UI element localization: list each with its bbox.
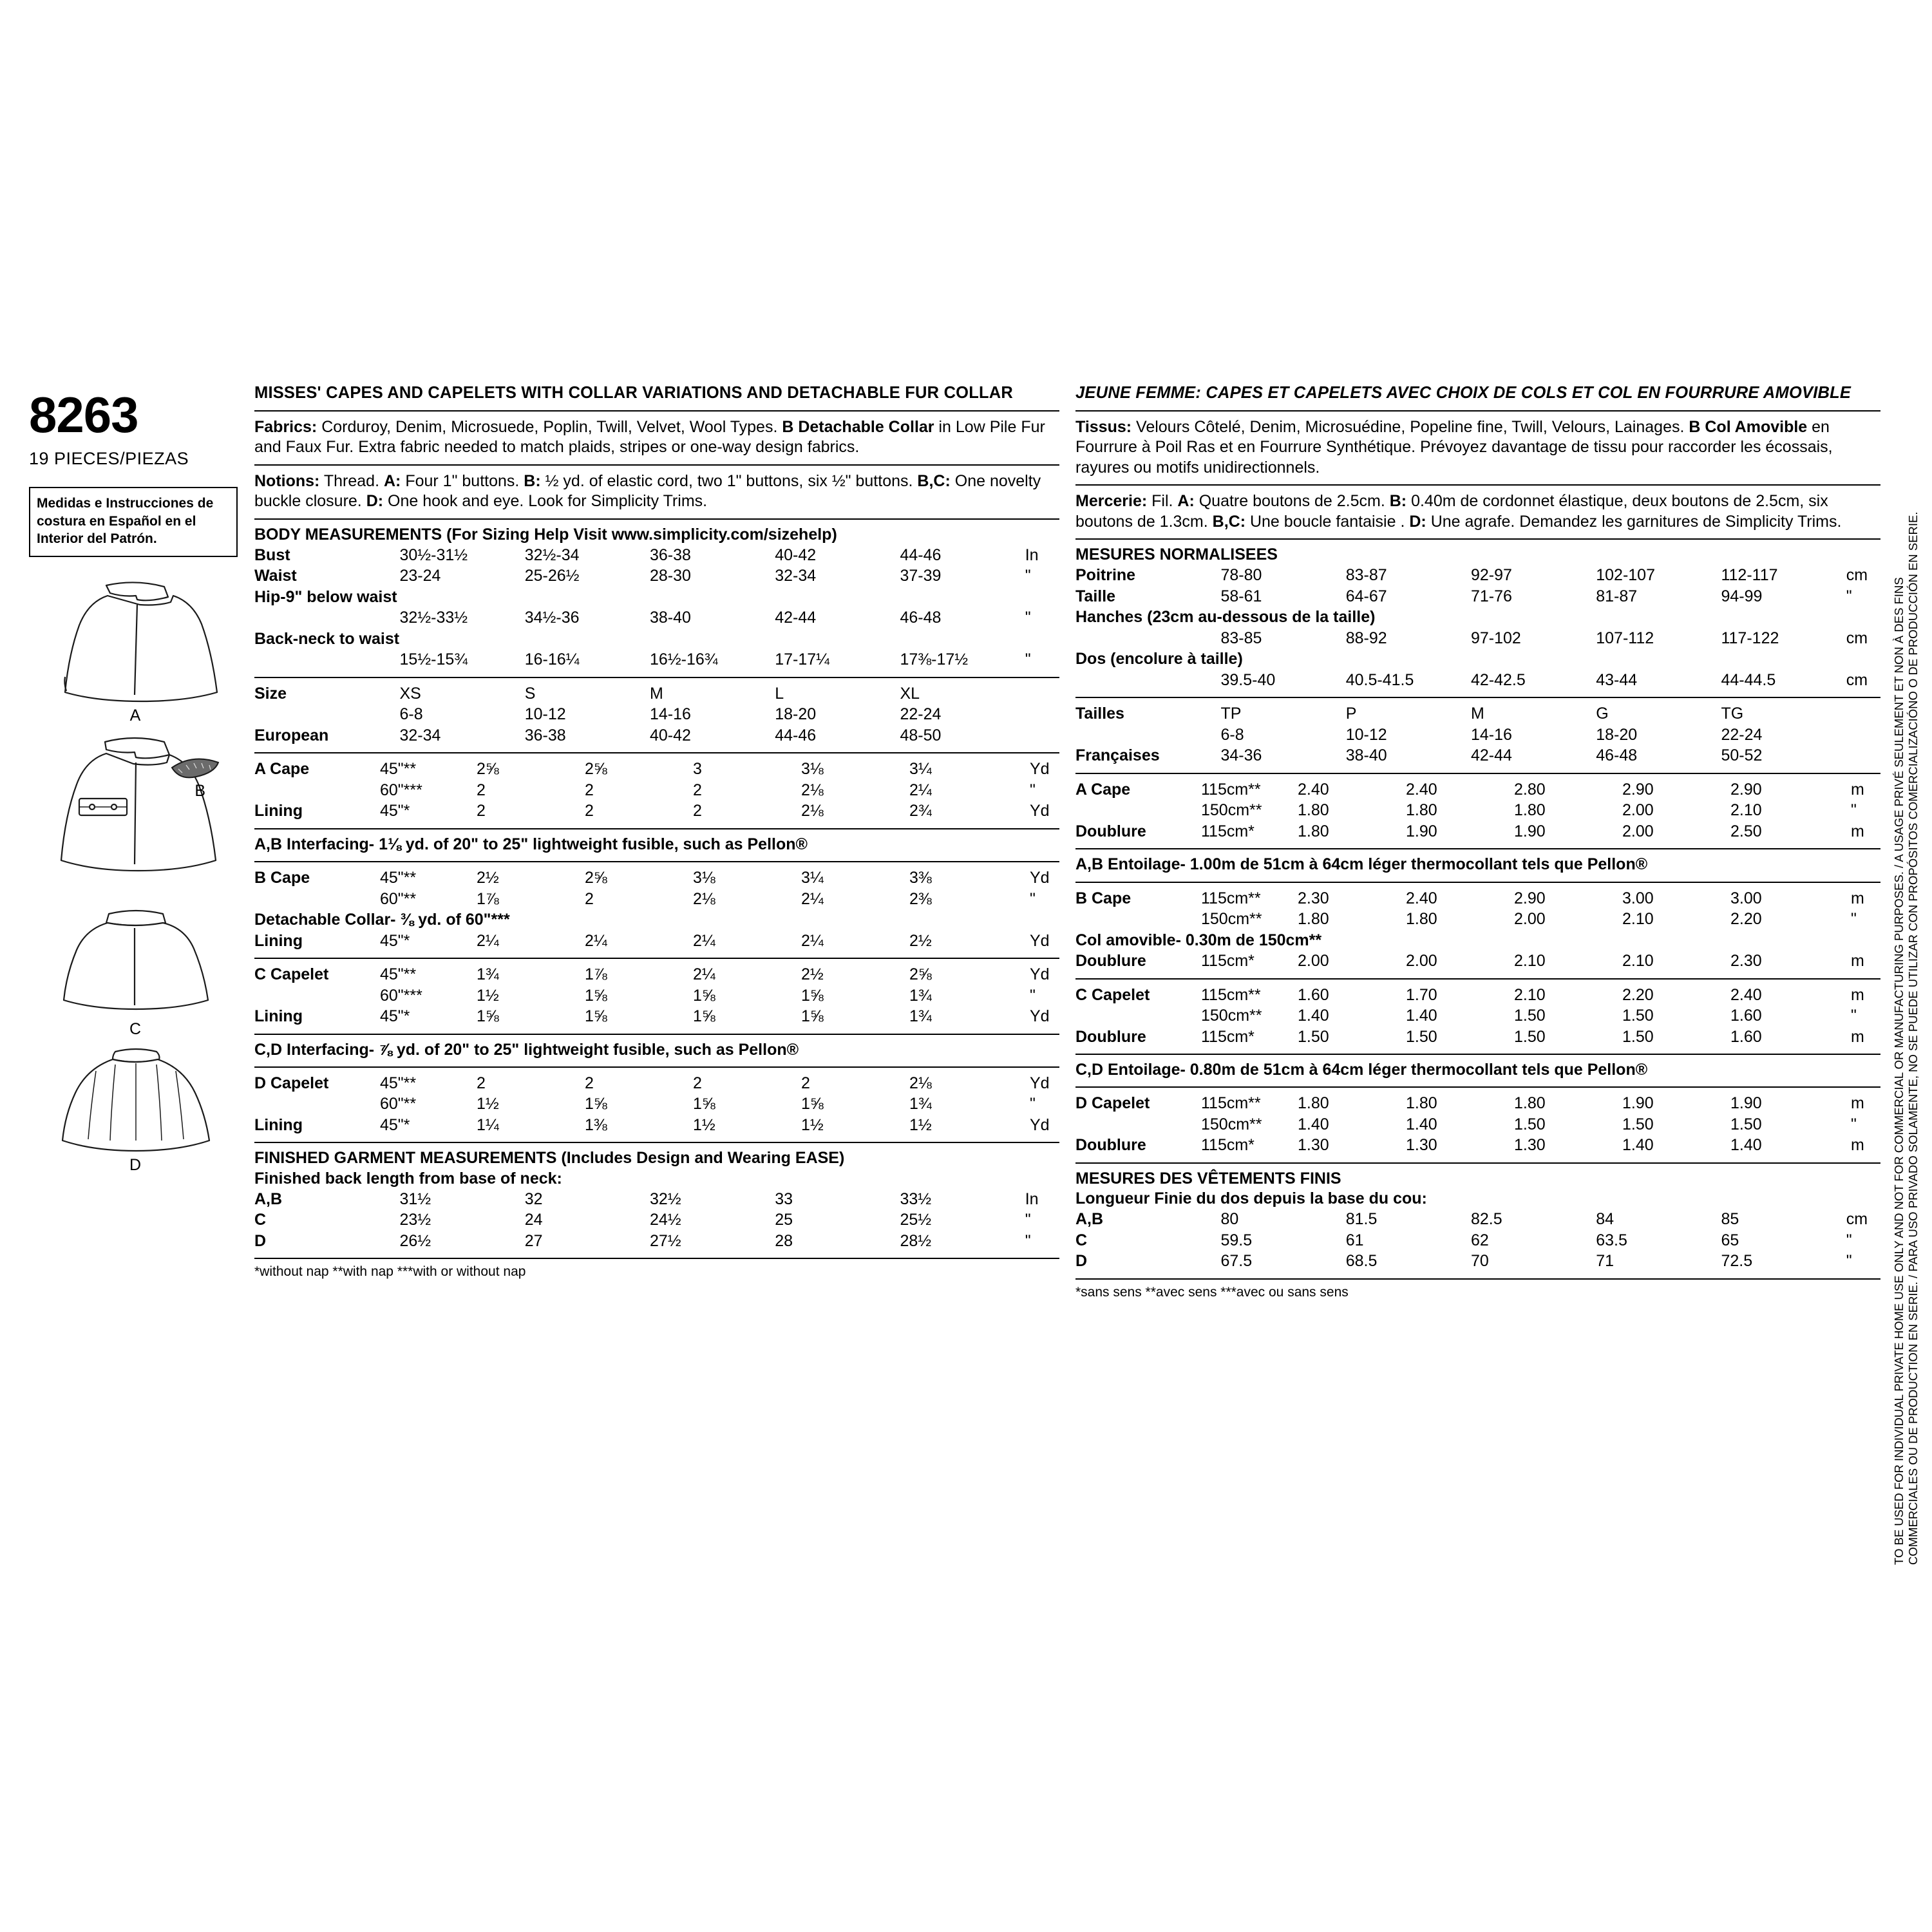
- table-row: C Capelet 115cm** 1.60 1.70 2.10 2.20 2.40 m: [1075, 985, 1864, 1004]
- fr-size-table: [1075, 703, 1880, 766]
- table-row: 150cm** 1.80 1.80 1.80 2.00 2.10 ": [1201, 801, 1857, 820]
- table-row: A Cape 45"** 2⅝ 2⅝ 3 3⅛ 3¼ Yd: [254, 760, 1050, 779]
- divider: [1075, 978, 1880, 980]
- divider: [254, 958, 1059, 959]
- en-interfacing-cd: C,D Interfacing- ⅞ yd. of 20" to 25" lightweight fusible, such as Pellon®: [254, 1040, 799, 1059]
- table-row: C 23½ 24 24½ 25 25½ ": [254, 1211, 1031, 1229]
- table-row: D Capelet 45"** 2 2 2 2 2⅛ Yd: [254, 1074, 1050, 1092]
- en-yardage-c: [254, 964, 1059, 1027]
- legal-line-1: TO BE USED FOR INDIVIDUAL PRIVATE HOME USE ONLY AND NOT FOR COMMERCIAL OR MANUFACTURING PURPOSES. / A USAGE PRIVÉ SEULEMENT ET NON À DES FINS: [1892, 577, 1906, 1565]
- table-row: 150cm** 1.80 1.80 2.00 2.10 2.20 ": [1201, 910, 1857, 929]
- en-fabrics-bold2: B Detachable Collar: [782, 417, 934, 436]
- fr-fabrics: [1075, 417, 1880, 478]
- fr-body-measurements-table: [1075, 565, 1880, 690]
- fr-yardage-d: [1075, 1093, 1880, 1156]
- fr-title: JEUNE FEMME: CAPES ET CAPELETS AVEC CHOIX DE COLS ET COL EN FOURRURE AMOVIBLE: [1075, 384, 1852, 402]
- divider: [1075, 882, 1880, 883]
- fr-interfacing-ab: A,B Entoilage- 1.00m de 51cm à 64cm léger thermocollant tels que Pellon®: [1075, 855, 1648, 874]
- sketch-label-d: D: [129, 1156, 142, 1175]
- divider: [1075, 484, 1880, 486]
- fr-notions-d: D:: [1409, 512, 1426, 531]
- sketch-view-c: [29, 906, 242, 1039]
- table-row: Dos (encolure à taille): [1075, 650, 1243, 668]
- table-row: Lining 45"* 2 2 2 2⅛ 2¾ Yd: [254, 802, 1050, 820]
- table-row: Lining 45"* 1⅝ 1⅝ 1⅝ 1⅝ 1¾ Yd: [254, 1007, 1050, 1026]
- garment-sketches: [29, 576, 242, 1175]
- table-row: Lining 45"* 2¼ 2¼ 2¼ 2¼ 2½ Yd: [254, 931, 1050, 950]
- table-row: 6-8 10-12 14-16 18-20 22-24: [1220, 725, 1763, 744]
- english-panel: [254, 383, 1059, 1280]
- divider: [1075, 773, 1880, 774]
- table-row: 60"** 1½ 1⅝ 1⅝ 1⅝ 1¾ ": [380, 1095, 1036, 1113]
- en-finished-table: [254, 1189, 1059, 1252]
- divider: [254, 752, 1059, 753]
- divider: [254, 677, 1059, 678]
- table-row: 39.5-40 40.5-41.5 42-42.5 43-44 44-44.5 cm: [1220, 670, 1868, 689]
- fr-notions-b: B:: [1389, 492, 1407, 511]
- en-notions-bc-text: One novelty buckle closure.: [254, 471, 1041, 511]
- fr-finished-title: MESURES DES VÊTEMENTS FINIS: [1075, 1169, 1341, 1188]
- cape-b-illustration: [29, 732, 242, 880]
- fr-fabrics-bold2: B Col Amovible: [1689, 417, 1808, 436]
- table-row: D Capelet 115cm** 1.80 1.80 1.80 1.90 1.90 m: [1075, 1094, 1864, 1113]
- en-notions-a: A:: [383, 471, 401, 490]
- table-row: 15½-15¾ 16-16¼ 16½-16¾ 17-17¼ 17⅜-17½ ": [399, 650, 1031, 669]
- divider: [254, 410, 1059, 412]
- fr-notions-a-text: Quatre boutons de 2.5cm.: [1194, 492, 1390, 511]
- fr-notions-text: Fil.: [1147, 492, 1178, 511]
- table-row: Doublure 115cm* 1.50 1.50 1.50 1.50 1.60 m: [1075, 1027, 1864, 1046]
- en-yardage-d: [254, 1073, 1059, 1136]
- divider: [254, 1034, 1059, 1035]
- fr-yardage-a: [1075, 779, 1880, 842]
- en-notions-label: Notions:: [254, 471, 320, 490]
- left-column: [29, 386, 242, 1181]
- table-row: 32½-33½ 34½-36 38-40 42-44 46-48 ": [399, 609, 1031, 627]
- fr-interfacing-cd: C,D Entoilage- 0.80m de 51cm à 64cm léger thermocollant tels que Pellon®: [1075, 1061, 1648, 1079]
- table-row: Col amovible- 0.30m de 150cm**: [1075, 931, 1322, 949]
- divider: [254, 1066, 1059, 1068]
- divider: [254, 1258, 1059, 1259]
- capelet-d-illustration: [29, 1045, 242, 1155]
- en-notions-d-text: One hook and eye. Look for Simplicity Trims.: [383, 492, 708, 511]
- en-notions-a-text: Four 1" buttons.: [401, 471, 524, 490]
- fr-finished-table: [1075, 1209, 1880, 1272]
- en-yardage-b: [254, 867, 1059, 951]
- sketch-view-b: [29, 732, 242, 900]
- fr-notions: [1075, 491, 1880, 532]
- legal-notice: [1877, 370, 1920, 1581]
- spanish-instructions-note: Medidas e Instrucciones de costura en Español en el Interior del Patrón.: [29, 487, 238, 557]
- divider: [254, 518, 1059, 520]
- fr-finished-sub: Longueur Finie du dos depuis la base du cou:: [1075, 1189, 1427, 1208]
- en-notions-d: D:: [366, 492, 384, 511]
- divider: [1075, 538, 1880, 540]
- table-row: Size XS S M L XL: [254, 684, 920, 703]
- table-row: Bust 30½-31½ 32½-34 36-38 40-42 44-46 In: [254, 545, 1059, 566]
- en-fabrics-text2: in Low Pile Fur and Faux Fur. Extra fabric needed to match plaids, stripes or one-way design fabrics.: [254, 417, 1045, 457]
- piece-count: 19 PIECES/PIEZAS: [29, 449, 189, 468]
- table-row: 6-8 10-12 14-16 18-20 22-24: [399, 705, 942, 724]
- table-row: Doublure 115cm* 2.00 2.00 2.10 2.10 2.30 m: [1075, 952, 1864, 971]
- table-row: Waist 23-24 25-26½ 28-30 32-34 37-39 ": [254, 567, 1031, 585]
- divider: [254, 1142, 1059, 1143]
- divider: [1075, 697, 1880, 698]
- en-notions-b-text: ½ yd. of elastic cord, two 1" buttons, six ½" buttons.: [540, 471, 918, 490]
- table-row: D 26½ 27 27½ 28 28½ ": [254, 1231, 1031, 1250]
- table-row: A,B 31½ 32 32½ 33 33½ In: [254, 1189, 1039, 1208]
- table-row: C Capelet 45"** 1¾ 1⅞ 2¼ 2½ 2⅝ Yd: [254, 965, 1050, 984]
- table-row: C 59.5 61 62 63.5 65 ": [1075, 1231, 1852, 1249]
- fr-notions-a: A:: [1177, 492, 1195, 511]
- divider: [1075, 1086, 1880, 1088]
- divider: [254, 464, 1059, 466]
- table-row: Poitrine 78-80 83-87 92-97 102-107 112-117 cm: [1075, 566, 1868, 585]
- capelet-c-illustration: [29, 906, 242, 1019]
- table-row: B Cape 45"** 2½ 2⅝ 3⅛ 3¼ 3⅜ Yd: [254, 869, 1050, 887]
- pattern-number: 8263: [29, 386, 138, 443]
- fr-yardage-b: [1075, 888, 1880, 972]
- table-row: 83-85 88-92 97-102 107-112 117-122 cm: [1220, 629, 1868, 647]
- fr-fabrics-text2: en Fourrure à Poil Ras et en Fourrure Synthétique. Prévoyez davantage de tissu pour raccorder les écossais, rayures ou motifs unidirectionnels.: [1075, 417, 1833, 477]
- sketch-view-d: [29, 1045, 242, 1175]
- divider: [1075, 410, 1880, 412]
- fr-notions-b-text: 0.40m de cordonnet élastique, deux boutons de 2.5cm, six boutons de 1.3cm.: [1075, 492, 1828, 531]
- en-fabrics-text: Corduroy, Denim, Microsuede, Poplin, Twill, Velvet, Wool Types.: [317, 417, 782, 436]
- en-notions-b: B:: [524, 471, 541, 490]
- table-row: 60"*** 2 2 2 2⅛ 2¼ ": [380, 781, 1036, 799]
- table-row: D 67.5 68.5 70 71 72.5 ": [1075, 1252, 1852, 1271]
- table-row: Back-neck to waist: [254, 629, 400, 648]
- en-yardage-a: [254, 759, 1059, 822]
- table-row: A,B 80 81.5 82.5 84 85 cm: [1075, 1210, 1868, 1229]
- fr-fabrics-text: Velours Côtelé, Denim, Microsuédine, Popeline fine, Twill, Velours, Lainages.: [1132, 417, 1685, 436]
- table-row: Hanches (23cm au-dessous de la taille): [1075, 608, 1376, 627]
- fr-notions-label: Mercerie:: [1075, 492, 1148, 511]
- divider: [1075, 1162, 1880, 1164]
- sketch-label-a: A: [129, 706, 141, 725]
- divider: [1075, 1278, 1880, 1280]
- en-fabrics-label: Fabrics:: [254, 417, 317, 436]
- sketch-label-c: C: [129, 1020, 142, 1039]
- en-interfacing-ab: A,B Interfacing- 1⅛ yd. of 20" to 25" lightweight fusible, such as Pellon®: [254, 835, 808, 853]
- table-row: European 32-34 36-38 40-42 44-46 48-50: [254, 726, 942, 744]
- table-row: Tailles TP P M G TG: [1075, 705, 1744, 723]
- legal-line-2: COMMERCIALES OU DE PRODUCTION EN SERIE. / PARA USO PRIVADO SOLAMENTE, NO SE PUEDE UTILIZAR CON PROPÓSITOS COMERCIALIZACIÓNO O DE PRODUCCIÓN EN SERIE.: [1906, 511, 1920, 1565]
- divider: [254, 861, 1059, 862]
- table-row: A Cape 115cm** 2.40 2.40 2.80 2.90 2.90 m: [1075, 780, 1864, 799]
- en-footnote: *without nap **with nap ***with or without nap: [254, 1264, 526, 1280]
- sketch-label-b: B: [194, 782, 205, 800]
- table-row: Françaises 34-36 38-40 42-44 46-48 50-52: [1075, 746, 1763, 765]
- table-row: 150cm** 1.40 1.40 1.50 1.50 1.50 ": [1201, 1115, 1857, 1133]
- table-row: B Cape 115cm** 2.30 2.40 2.90 3.00 3.00 m: [1075, 889, 1864, 907]
- en-notions-text: Thread.: [319, 471, 384, 490]
- divider: [254, 828, 1059, 829]
- french-panel: [1075, 383, 1880, 1300]
- fr-footnote: *sans sens **avec sens ***avec ou sans sens: [1075, 1284, 1349, 1300]
- table-row: 60"** 1⅞ 2 2⅛ 2¼ 2⅜ ": [380, 889, 1036, 908]
- table-row: Doublure 115cm* 1.30 1.30 1.30 1.40 1.40 m: [1075, 1136, 1864, 1155]
- en-size-table: [254, 683, 1059, 746]
- divider: [1075, 848, 1880, 849]
- divider: [1075, 1054, 1880, 1055]
- row-label: Bust: [254, 545, 290, 564]
- cape-a-illustration: [29, 576, 242, 705]
- en-fabrics: [254, 417, 1059, 458]
- table-row: Taille 58-61 64-67 71-76 81-87 94-99 ": [1075, 587, 1852, 605]
- fr-body-measurements-title: MESURES NORMALISEES: [1075, 545, 1278, 564]
- en-title: MISSES' CAPES AND CAPELETS WITH COLLAR VARIATIONS AND DETACHABLE FUR COLLAR: [254, 384, 1014, 402]
- fr-notions-d-text: Une agrafe. Demandez les garnitures de Simplicity Trims.: [1426, 512, 1842, 531]
- fr-notions-bc: B,C:: [1212, 512, 1246, 531]
- en-notions-bc: B,C:: [917, 471, 951, 490]
- table-row: Hip-9" below waist: [254, 587, 397, 606]
- table-row: 60"*** 1½ 1⅝ 1⅝ 1⅝ 1¾ ": [380, 986, 1036, 1005]
- en-finished-title: FINISHED GARMENT MEASUREMENTS (Includes Design and Wearing EASE): [254, 1149, 845, 1168]
- table-row: 150cm** 1.40 1.40 1.50 1.50 1.60 ": [1201, 1007, 1857, 1025]
- en-notions: [254, 471, 1059, 512]
- table-row: Doublure 115cm* 1.80 1.90 1.90 2.00 2.50 m: [1075, 822, 1864, 840]
- sketch-view-a: [29, 576, 242, 725]
- fr-fabrics-label: Tissus:: [1075, 417, 1132, 436]
- en-body-measurements-table: [254, 545, 1059, 670]
- en-finished-sub: Finished back length from base of neck:: [254, 1169, 562, 1188]
- en-body-measurements-title: BODY MEASUREMENTS (For Sizing Help Visit www.simplicity.com/sizehelp): [254, 525, 837, 544]
- table-row: Lining 45"* 1¼ 1⅜ 1½ 1½ 1½ Yd: [254, 1115, 1050, 1134]
- table-row: Detachable Collar- ⅜ yd. of 60"***: [254, 911, 510, 929]
- envelope-content: [16, 370, 1916, 1581]
- fr-notions-bc-text: Une boucle fantaisie .: [1245, 512, 1410, 531]
- fr-yardage-c: [1075, 985, 1880, 1048]
